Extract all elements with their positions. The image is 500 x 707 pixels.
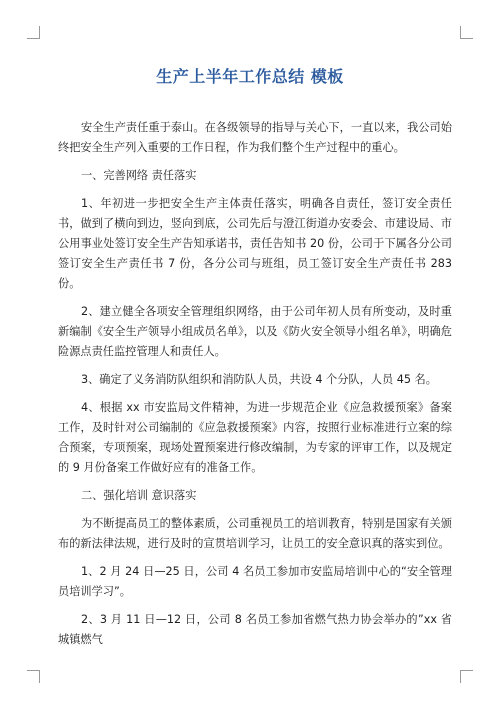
section-1-item-2: 2、建立健全各项安全管理组织网络，由于公司年初人员有所变动，及时重新编制《安全生产领导小组成员名单》，以及《防火安全领导小组名单》，明确危险源点责任监控管理人和责任人。 (58, 305, 452, 358)
document-body (58, 118, 452, 650)
crop-mark-top-right (460, 26, 473, 39)
intro-paragraph: 安全生产责任重于泰山。在各级领导的指导与关心下，一直以来，我公司始终把安全生产列入重要的工作日程，作为我们整个生产过程中的重心。 (58, 121, 452, 154)
document-title: 生产上半年工作总结 模板 (156, 67, 344, 86)
section-2-heading: 二、强化培训 意识落实 (80, 489, 197, 502)
crop-mark-top-left (27, 26, 40, 39)
crop-mark-bottom-left (27, 670, 40, 683)
section-2-intro: 为不断提高员工的整体素质，公司重视员工的培训教育，特别是国家有关颁布的新法律法规，进行及时的宣贯培训学习，让员工的安全意识真的落实到位。 (58, 517, 452, 550)
section-1-item-1: 1、年初进一步把安全生产主体责任落实，明确各自责任，签订安全责任书，做到了横向到边，竖向到底，公司先后与澄江街道办安委会、市建设局、市公用事业处签订安全生产告知承诺书，责任告知书 20 份，公司于下属各分公司签订安全生产责任书 7 份，各分公司与班组，员工签订安全生产责任书 283 份。 (58, 197, 452, 290)
section-2-item-1: 1、2 月 24 日—25 日，公司 4 名员工参加市安监局培训中心的“安全管理员培训学习”。 (58, 565, 452, 598)
crop-mark-bottom-right (460, 670, 473, 683)
section-1-heading: 一、完善网络 责任落实 (80, 169, 197, 182)
section-1-item-4: 4、根据 xx 市安监局文件精神，为进一步规范企业《应急救援预案》备案工作，及时针对公司编制的《应急救援预案》内容，按照行业标准进行立案的综合预案，专项预案，现场处置预案进行修改编制，为专家的评审工作，以及规定的 9 月份备案工作做好应有的准备工作。 (58, 401, 452, 474)
section-2-item-2: 2、3 月 11 日—12 日，公司 8 名员工参加省燃气热力协会举办的”xx 省城镇燃气 (58, 613, 452, 646)
section-1-item-3: 3、确定了义务消防队组织和消防队人员，共设 4 个分队，人员 45 名。 (80, 373, 437, 386)
